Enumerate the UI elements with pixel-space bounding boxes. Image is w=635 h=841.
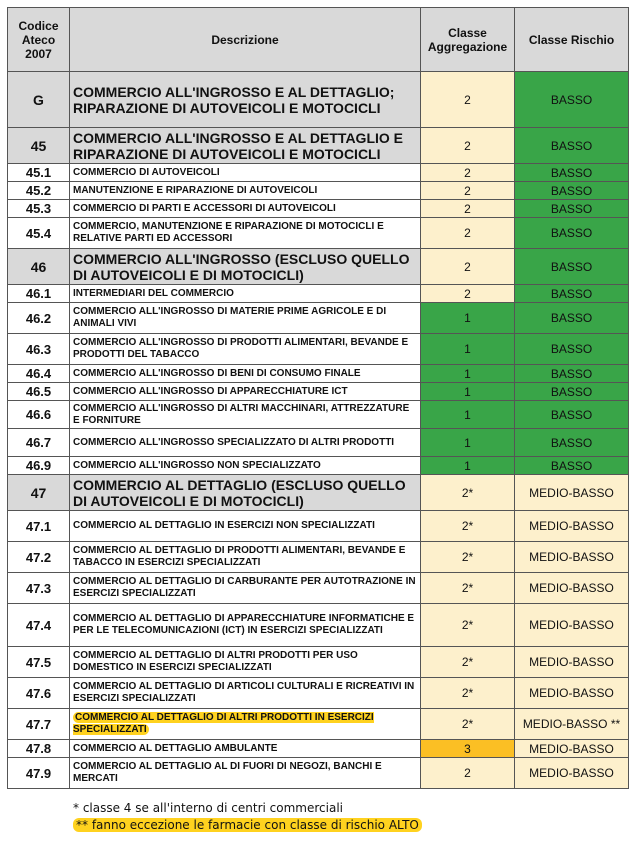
aggregation-class-cell: 2* — [421, 709, 515, 740]
table-row — [8, 740, 629, 758]
aggregation-class-cell: 2 — [421, 218, 515, 249]
ateco-code-cell: 46.5 — [8, 383, 70, 401]
ateco-code-cell: 47.6 — [8, 678, 70, 709]
ateco-code-cell: 46.6 — [8, 401, 70, 429]
ateco-code-cell: 45.2 — [8, 182, 70, 200]
aggregation-class-cell: 2* — [421, 678, 515, 709]
header-class: Classe Aggregazione — [421, 8, 515, 72]
risk-class-cell: MEDIO-BASSO ** — [515, 709, 629, 740]
table-row — [8, 218, 629, 249]
risk-class-cell: BASSO — [515, 429, 629, 457]
header-risk: Classe Rischio — [515, 8, 629, 72]
description-cell: COMMERCIO ALL'INGROSSO DI APPARECCHIATURE ICT — [70, 383, 421, 401]
risk-class-cell: MEDIO-BASSO — [515, 678, 629, 709]
table-body — [8, 72, 629, 789]
table-row — [8, 72, 629, 128]
description-cell: COMMERCIO ALL'INGROSSO E AL DETTAGLIO; RIPARAZIONE DI AUTOVEICOLI E MOTOCICLI — [70, 72, 421, 128]
aggregation-class-cell: 2 — [421, 758, 515, 789]
risk-class-cell: BASSO — [515, 249, 629, 285]
aggregation-class-cell: 2 — [421, 200, 515, 218]
aggregation-class-cell: 3 — [421, 740, 515, 758]
table-row — [8, 475, 629, 511]
footnotes — [73, 800, 422, 834]
table-row — [8, 128, 629, 164]
description-cell: COMMERCIO AL DETTAGLIO AL DI FUORI DI NEGOZI, BANCHI E MERCATI — [70, 758, 421, 789]
table-row — [8, 164, 629, 182]
table-row — [8, 542, 629, 573]
table-row — [8, 334, 629, 365]
table-row — [8, 604, 629, 647]
ateco-code-cell: 47.4 — [8, 604, 70, 647]
description-cell: MANUTENZIONE E RIPARAZIONE DI AUTOVEICOLI — [70, 182, 421, 200]
description-cell: COMMERCIO ALL'INGROSSO DI PRODOTTI ALIMENTARI, BEVANDE E PRODOTTI DEL TABACCO — [70, 334, 421, 365]
description-cell: COMMERCIO, MANUTENZIONE E RIPARAZIONE DI MOTOCICLI E RELATIVE PARTI ED ACCESSORI — [70, 218, 421, 249]
aggregation-class-cell: 2 — [421, 72, 515, 128]
aggregation-class-cell: 2* — [421, 647, 515, 678]
ateco-code-cell: 46.2 — [8, 303, 70, 334]
risk-class-cell: BASSO — [515, 218, 629, 249]
ateco-code-cell: 47.3 — [8, 573, 70, 604]
table-row — [8, 709, 629, 740]
table-row — [8, 429, 629, 457]
ateco-code-cell: 46.3 — [8, 334, 70, 365]
ateco-code-cell: 45.4 — [8, 218, 70, 249]
footnote-class4: * classe 4 se all'interno di centri commerciali — [73, 801, 343, 815]
risk-class-cell: BASSO — [515, 334, 629, 365]
description-cell: COMMERCIO ALL'INGROSSO DI MATERIE PRIME AGRICOLE E DI ANIMALI VIVI — [70, 303, 421, 334]
description-cell: COMMERCIO AL DETTAGLIO DI APPARECCHIATURE INFORMATICHE E PER LE TELECOMUNICAZIONI (ICT) IN ESERCIZI SPECIALIZZATI — [70, 604, 421, 647]
aggregation-class-cell: 2* — [421, 604, 515, 647]
description-cell — [70, 709, 421, 740]
table-row — [8, 182, 629, 200]
description-cell: COMMERCIO AL DETTAGLIO DI CARBURANTE PER AUTOTRAZIONE IN ESERCIZI SPECIALIZZATI — [70, 573, 421, 604]
risk-class-cell: BASSO — [515, 182, 629, 200]
aggregation-class-cell: 2* — [421, 542, 515, 573]
aggregation-class-cell: 1 — [421, 457, 515, 475]
description-cell: COMMERCIO ALL'INGROSSO (ESCLUSO QUELLO DI AUTOVEICOLI E DI MOTOCICLI) — [70, 249, 421, 285]
description-cell: COMMERCIO ALL'INGROSSO E AL DETTAGLIO E RIPARAZIONE DI AUTOVEICOLI E MOTOCICLI — [70, 128, 421, 164]
aggregation-class-cell: 2 — [421, 182, 515, 200]
table-row — [8, 285, 629, 303]
header-description: Descrizione — [70, 8, 421, 72]
risk-class-cell: MEDIO-BASSO — [515, 511, 629, 542]
ateco-code-cell: G — [8, 72, 70, 128]
table-row — [8, 401, 629, 429]
risk-class-cell: BASSO — [515, 383, 629, 401]
aggregation-class-cell: 1 — [421, 365, 515, 383]
aggregation-class-cell: 2 — [421, 285, 515, 303]
ateco-risk-table — [7, 7, 629, 789]
description-cell: COMMERCIO AL DETTAGLIO DI PRODOTTI ALIMENTARI, BEVANDE E TABACCO IN ESERCIZI SPECIALIZZATI — [70, 542, 421, 573]
table-row — [8, 573, 629, 604]
description-cell: COMMERCIO DI AUTOVEICOLI — [70, 164, 421, 182]
aggregation-class-cell: 1 — [421, 303, 515, 334]
risk-class-cell: BASSO — [515, 303, 629, 334]
table-row — [8, 647, 629, 678]
risk-class-cell: BASSO — [515, 200, 629, 218]
risk-class-cell: MEDIO-BASSO — [515, 740, 629, 758]
ateco-code-cell: 46 — [8, 249, 70, 285]
risk-class-cell: MEDIO-BASSO — [515, 573, 629, 604]
description-cell: COMMERCIO DI PARTI E ACCESSORI DI AUTOVEICOLI — [70, 200, 421, 218]
footnote-pharmacy-exception: ** fanno eccezione le farmacie con classe di rischio ALTO — [73, 818, 422, 832]
table-row — [8, 457, 629, 475]
ateco-code-cell: 47.7 — [8, 709, 70, 740]
ateco-code-cell: 47.8 — [8, 740, 70, 758]
ateco-code-cell: 46.7 — [8, 429, 70, 457]
ateco-code-cell: 46.1 — [8, 285, 70, 303]
risk-class-cell: BASSO — [515, 164, 629, 182]
ateco-code-cell: 45.1 — [8, 164, 70, 182]
description-cell: COMMERCIO ALL'INGROSSO DI BENI DI CONSUMO FINALE — [70, 365, 421, 383]
ateco-code-cell: 47 — [8, 475, 70, 511]
table-row — [8, 303, 629, 334]
header-code: Codice Ateco 2007 — [8, 8, 70, 72]
ateco-code-cell: 47.9 — [8, 758, 70, 789]
aggregation-class-cell: 2* — [421, 573, 515, 604]
description-cell: COMMERCIO AL DETTAGLIO (ESCLUSO QUELLO DI AUTOVEICOLI E DI MOTOCICLI) — [70, 475, 421, 511]
ateco-code-cell: 45 — [8, 128, 70, 164]
description-cell: INTERMEDIARI DEL COMMERCIO — [70, 285, 421, 303]
ateco-code-cell: 47.2 — [8, 542, 70, 573]
table-row — [8, 678, 629, 709]
ateco-code-cell: 47.5 — [8, 647, 70, 678]
risk-class-cell: BASSO — [515, 72, 629, 128]
aggregation-class-cell: 1 — [421, 429, 515, 457]
aggregation-class-cell: 2 — [421, 128, 515, 164]
description-cell: COMMERCIO AL DETTAGLIO DI ARTICOLI CULTURALI E RICREATIVI IN ESERCIZI SPECIALIZZATI — [70, 678, 421, 709]
aggregation-class-cell: 2* — [421, 511, 515, 542]
table-row — [8, 511, 629, 542]
risk-class-cell: BASSO — [515, 457, 629, 475]
risk-class-cell: BASSO — [515, 365, 629, 383]
aggregation-class-cell: 1 — [421, 401, 515, 429]
aggregation-class-cell: 2 — [421, 249, 515, 285]
ateco-code-cell: 47.1 — [8, 511, 70, 542]
table-row — [8, 365, 629, 383]
risk-class-cell: MEDIO-BASSO — [515, 542, 629, 573]
aggregation-class-cell: 1 — [421, 383, 515, 401]
risk-class-cell: BASSO — [515, 128, 629, 164]
risk-class-cell: MEDIO-BASSO — [515, 604, 629, 647]
risk-class-cell: BASSO — [515, 285, 629, 303]
description-cell: COMMERCIO ALL'INGROSSO NON SPECIALIZZATO — [70, 457, 421, 475]
description-cell: COMMERCIO ALL'INGROSSO SPECIALIZZATO DI ALTRI PRODOTTI — [70, 429, 421, 457]
description-cell: COMMERCIO AL DETTAGLIO IN ESERCIZI NON SPECIALIZZATI — [70, 511, 421, 542]
table-row — [8, 249, 629, 285]
risk-class-cell: MEDIO-BASSO — [515, 475, 629, 511]
highlighted-description: COMMERCIO AL DETTAGLIO DI ALTRI PRODOTTI IN ESERCIZI SPECIALIZZATI — [73, 712, 374, 735]
risk-class-cell: MEDIO-BASSO — [515, 647, 629, 678]
ateco-code-cell: 46.9 — [8, 457, 70, 475]
description-cell: COMMERCIO ALL'INGROSSO DI ALTRI MACCHINARI, ATTREZZATURE E FORNITURE — [70, 401, 421, 429]
table-row — [8, 383, 629, 401]
table-row — [8, 200, 629, 218]
ateco-code-cell: 45.3 — [8, 200, 70, 218]
header-row — [8, 8, 629, 72]
risk-class-cell: MEDIO-BASSO — [515, 758, 629, 789]
aggregation-class-cell: 1 — [421, 334, 515, 365]
table-row — [8, 758, 629, 789]
description-cell: COMMERCIO AL DETTAGLIO AMBULANTE — [70, 740, 421, 758]
risk-class-cell: BASSO — [515, 401, 629, 429]
aggregation-class-cell: 2 — [421, 164, 515, 182]
aggregation-class-cell: 2* — [421, 475, 515, 511]
description-cell: COMMERCIO AL DETTAGLIO DI ALTRI PRODOTTI PER USO DOMESTICO IN ESERCIZI SPECIALIZZATI — [70, 647, 421, 678]
ateco-code-cell: 46.4 — [8, 365, 70, 383]
